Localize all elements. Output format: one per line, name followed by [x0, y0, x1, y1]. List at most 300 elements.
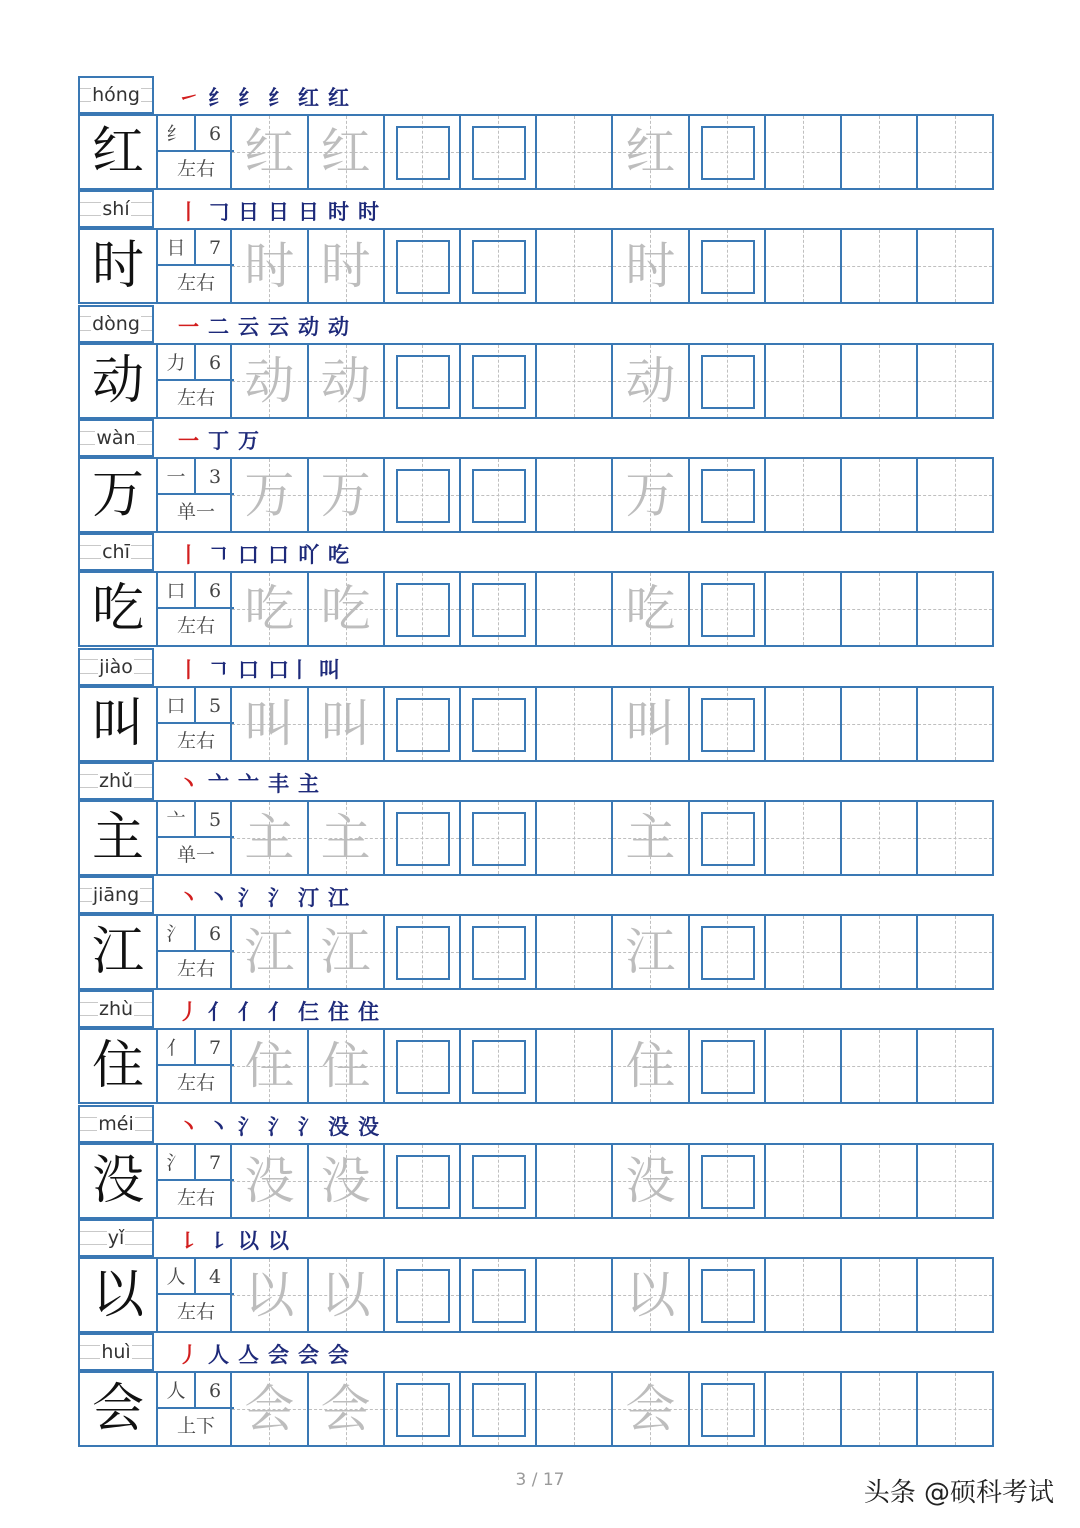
- stroke-order: [178, 190, 388, 228]
- trace-cell[interactable]: [611, 916, 687, 988]
- box-practice-cell[interactable]: [459, 916, 535, 988]
- trace-cell[interactable]: [230, 345, 306, 417]
- stroke-step: 日: [298, 199, 319, 225]
- stroke-order: [178, 419, 268, 457]
- box-practice-cell[interactable]: [688, 1373, 764, 1445]
- empty-practice-cell[interactable]: [840, 1259, 916, 1331]
- main-character-cell: [80, 459, 156, 531]
- stroke-step: 吃: [328, 542, 349, 568]
- stroke-step: 动: [298, 313, 319, 339]
- stroke-step: 会: [298, 1342, 319, 1368]
- stroke-step: 云: [268, 313, 289, 339]
- inner-square: [701, 583, 755, 637]
- trace-character: 叫: [625, 694, 676, 753]
- writing-grid: [78, 457, 994, 533]
- trace-cell[interactable]: [611, 802, 687, 874]
- pinyin-box: [78, 305, 154, 343]
- box-practice-cell[interactable]: [383, 1373, 459, 1445]
- trace-cell[interactable]: [307, 116, 383, 188]
- inner-square: [396, 583, 450, 637]
- stroke-count: 7: [196, 230, 234, 266]
- inner-square: [396, 1155, 450, 1209]
- empty-practice-cell[interactable]: [764, 1030, 840, 1102]
- trace-cell[interactable]: [611, 688, 687, 760]
- box-practice-cell[interactable]: [688, 230, 764, 302]
- trace-character: 红: [625, 123, 676, 181]
- trace-cell[interactable]: [611, 459, 687, 531]
- inner-square: [396, 812, 450, 866]
- stroke-step: 二: [208, 313, 229, 339]
- stroke-step: 纟: [208, 85, 229, 110]
- trace-cell[interactable]: [307, 1030, 383, 1102]
- stroke-step: 亠: [238, 770, 259, 796]
- inner-square: [701, 355, 755, 409]
- stroke-step: 日: [238, 199, 259, 225]
- empty-practice-cell[interactable]: [840, 459, 916, 531]
- empty-practice-cell[interactable]: [840, 688, 916, 760]
- trace-cell[interactable]: [307, 1373, 383, 1445]
- pinyin-row: [78, 762, 994, 800]
- stroke-step: 日: [268, 199, 289, 225]
- stroke-step: 一: [178, 313, 199, 339]
- stroke-count: 7: [196, 1030, 234, 1066]
- stroke-order: [178, 305, 358, 343]
- trace-cell[interactable]: [611, 1030, 687, 1102]
- pinyin-box: [78, 762, 154, 800]
- character-row: [78, 1333, 994, 1447]
- empty-practice-cell[interactable]: [764, 230, 840, 302]
- empty-practice-cell[interactable]: [535, 116, 611, 188]
- structure: 左右: [176, 158, 215, 180]
- stroke-order: [178, 1105, 388, 1143]
- character-info: [156, 573, 232, 645]
- trace-character: 动: [625, 351, 676, 410]
- pinyin-row: [78, 648, 994, 686]
- main-character: 时: [91, 236, 144, 297]
- main-character: 江: [91, 922, 144, 983]
- main-character-cell: [80, 1373, 156, 1445]
- box-practice-cell[interactable]: [383, 1259, 459, 1331]
- inner-square: [396, 355, 450, 409]
- empty-practice-cell[interactable]: [535, 1373, 611, 1445]
- box-practice-cell[interactable]: [383, 802, 459, 874]
- character-info: [156, 345, 232, 417]
- trace-cell[interactable]: [230, 1373, 306, 1445]
- trace-cell[interactable]: [307, 688, 383, 760]
- stroke-count: 6: [196, 1373, 234, 1409]
- empty-practice-cell[interactable]: [764, 1373, 840, 1445]
- radical: 口: [158, 688, 196, 724]
- writing-grid: [78, 1028, 994, 1104]
- structure: 左右: [176, 1072, 215, 1095]
- stroke-step: 主: [298, 770, 319, 796]
- box-practice-cell[interactable]: [459, 1259, 535, 1331]
- box-practice-cell[interactable]: [688, 459, 764, 531]
- structure: 上下: [176, 1415, 215, 1438]
- pinyin-label: chī: [102, 541, 130, 564]
- box-practice-cell[interactable]: [383, 916, 459, 988]
- trace-cell[interactable]: [230, 230, 306, 302]
- trace-character: 江: [625, 923, 676, 982]
- inner-square: [472, 1155, 526, 1209]
- empty-practice-cell[interactable]: [535, 916, 611, 988]
- box-practice-cell[interactable]: [459, 230, 535, 302]
- empty-practice-cell[interactable]: [764, 459, 840, 531]
- stroke-order: [178, 1219, 298, 1257]
- inner-square: [472, 583, 526, 637]
- structure: 左右: [176, 958, 215, 981]
- stroke-step: 丶: [178, 1113, 199, 1139]
- inner-square: [396, 1269, 450, 1323]
- stroke-step: 丶: [178, 885, 199, 911]
- main-character-cell: [80, 573, 156, 645]
- stroke-step: 仨: [298, 999, 319, 1025]
- stroke-step: 氵: [268, 885, 289, 911]
- empty-practice-cell[interactable]: [916, 688, 992, 760]
- stroke-step: 红: [328, 85, 349, 110]
- stroke-step: 口: [268, 542, 289, 568]
- stroke-step: 丶: [208, 885, 229, 911]
- empty-practice-cell[interactable]: [764, 116, 840, 188]
- character-row: [78, 1105, 994, 1219]
- inner-square: [701, 1269, 755, 1323]
- box-practice-cell[interactable]: [383, 345, 459, 417]
- trace-character: 吃: [625, 580, 676, 639]
- radical: 力: [158, 345, 196, 381]
- trace-cell[interactable]: [230, 1145, 306, 1217]
- trace-character: 动: [320, 351, 371, 410]
- trace-character: 会: [625, 1380, 676, 1439]
- trace-cell[interactable]: [307, 573, 383, 645]
- character-row: [78, 76, 994, 190]
- stroke-order: [178, 762, 328, 800]
- pinyin-label: hóng: [92, 84, 140, 106]
- stroke-step: 亻: [268, 999, 289, 1025]
- empty-practice-cell[interactable]: [764, 345, 840, 417]
- trace-character: 万: [625, 465, 676, 524]
- trace-cell[interactable]: [230, 1030, 306, 1102]
- stroke-step: 时: [328, 199, 349, 225]
- stroke-count: 6: [196, 345, 234, 381]
- stroke-step: 吖: [298, 542, 319, 568]
- box-practice-cell[interactable]: [459, 345, 535, 417]
- trace-cell[interactable]: [611, 1145, 687, 1217]
- empty-practice-cell[interactable]: [764, 688, 840, 760]
- writing-grid: [78, 114, 994, 190]
- box-practice-cell[interactable]: [459, 1145, 535, 1217]
- pinyin-box: [78, 876, 154, 914]
- main-character-cell: [80, 802, 156, 874]
- empty-practice-cell[interactable]: [535, 230, 611, 302]
- stroke-step: 丨: [178, 542, 199, 568]
- trace-cell[interactable]: [611, 230, 687, 302]
- main-character: 叫: [91, 693, 144, 754]
- structure: 左右: [176, 386, 215, 409]
- pinyin-box: [78, 990, 154, 1028]
- stroke-step: 会: [268, 1342, 289, 1368]
- trace-character: 主: [244, 808, 295, 867]
- pinyin-label: dòng: [92, 312, 140, 335]
- trace-character: 吃: [320, 580, 371, 639]
- inner-square: [472, 1040, 526, 1094]
- box-practice-cell[interactable]: [459, 1030, 535, 1102]
- main-character-cell: [80, 1030, 156, 1102]
- stroke-count: 6: [196, 116, 234, 152]
- trace-cell[interactable]: [307, 1259, 383, 1331]
- empty-practice-cell[interactable]: [535, 573, 611, 645]
- trace-cell[interactable]: [307, 459, 383, 531]
- trace-cell[interactable]: [611, 116, 687, 188]
- trace-cell[interactable]: [230, 573, 306, 645]
- box-practice-cell[interactable]: [459, 688, 535, 760]
- empty-practice-cell[interactable]: [535, 345, 611, 417]
- inner-square: [472, 126, 526, 180]
- pinyin-label: yǐ: [107, 1227, 125, 1249]
- inner-square: [472, 926, 526, 980]
- main-character: 会: [91, 1379, 144, 1440]
- structure: 单一: [176, 500, 215, 523]
- character-row: [78, 990, 994, 1104]
- trace-cell[interactable]: [230, 802, 306, 874]
- trace-character: 以: [625, 1266, 676, 1324]
- character-info: [156, 1373, 232, 1445]
- stroke-step: 𠃍: [208, 542, 229, 568]
- character-row: [78, 305, 994, 419]
- trace-cell[interactable]: [307, 916, 383, 988]
- stroke-order: [178, 648, 349, 686]
- main-character-cell: [80, 688, 156, 760]
- box-practice-cell[interactable]: [688, 116, 764, 188]
- writing-grid: [78, 343, 994, 419]
- main-character: 万: [91, 464, 144, 525]
- box-practice-cell[interactable]: [688, 688, 764, 760]
- stroke-step: 叫: [319, 656, 340, 682]
- pinyin-row: [78, 76, 994, 114]
- empty-practice-cell[interactable]: [535, 1259, 611, 1331]
- structure: 左右: [176, 1301, 215, 1323]
- box-practice-cell[interactable]: [459, 1373, 535, 1445]
- stroke-order: [178, 876, 358, 914]
- pinyin-box: [78, 1105, 154, 1143]
- trace-cell[interactable]: [611, 1373, 687, 1445]
- empty-practice-cell[interactable]: [764, 1259, 840, 1331]
- inner-square: [472, 1269, 526, 1323]
- pinyin-row: [78, 1219, 994, 1257]
- inner-square: [701, 1155, 755, 1209]
- inner-square: [701, 698, 755, 752]
- box-practice-cell[interactable]: [459, 573, 535, 645]
- stroke-step: 没: [328, 1113, 349, 1139]
- empty-practice-cell[interactable]: [916, 802, 992, 874]
- empty-practice-cell[interactable]: [916, 1030, 992, 1102]
- stroke-step: 云: [238, 313, 259, 339]
- empty-practice-cell[interactable]: [764, 573, 840, 645]
- empty-practice-cell[interactable]: [916, 573, 992, 645]
- trace-cell[interactable]: [230, 1259, 306, 1331]
- empty-practice-cell[interactable]: [840, 345, 916, 417]
- box-practice-cell[interactable]: [688, 916, 764, 988]
- character-row: [78, 533, 994, 647]
- trace-character: 主: [320, 808, 371, 867]
- stroke-step: 氵: [298, 1113, 319, 1139]
- character-info: [156, 916, 232, 988]
- empty-practice-cell[interactable]: [840, 573, 916, 645]
- empty-practice-cell[interactable]: [916, 916, 992, 988]
- empty-practice-cell[interactable]: [916, 1373, 992, 1445]
- inner-square: [701, 926, 755, 980]
- empty-practice-cell[interactable]: [916, 1145, 992, 1217]
- radical: 人: [158, 1259, 196, 1295]
- radical: 氵: [158, 1145, 196, 1181]
- stroke-step: 丨: [178, 199, 199, 225]
- trace-cell[interactable]: [611, 573, 687, 645]
- empty-practice-cell[interactable]: [535, 1145, 611, 1217]
- stroke-count: 4: [196, 1259, 234, 1295]
- box-practice-cell[interactable]: [383, 573, 459, 645]
- empty-practice-cell[interactable]: [840, 916, 916, 988]
- writing-grid: [78, 1257, 994, 1333]
- box-practice-cell[interactable]: [459, 459, 535, 531]
- stroke-step: 氵: [238, 1113, 259, 1139]
- trace-cell[interactable]: [307, 802, 383, 874]
- trace-cell[interactable]: [230, 116, 306, 188]
- trace-cell[interactable]: [611, 1259, 687, 1331]
- box-practice-cell[interactable]: [383, 1030, 459, 1102]
- stroke-step: 以: [238, 1228, 259, 1253]
- trace-character: 时: [625, 237, 676, 296]
- radical: 一: [158, 459, 196, 495]
- writing-grid: [78, 800, 994, 876]
- empty-practice-cell[interactable]: [764, 802, 840, 874]
- trace-cell[interactable]: [307, 1145, 383, 1217]
- empty-practice-cell[interactable]: [840, 116, 916, 188]
- stroke-step: 𠃌: [208, 199, 229, 225]
- stroke-step: 住: [358, 999, 379, 1025]
- box-practice-cell[interactable]: [688, 1259, 764, 1331]
- box-practice-cell[interactable]: [688, 802, 764, 874]
- empty-practice-cell[interactable]: [840, 1030, 916, 1102]
- box-practice-cell[interactable]: [688, 1030, 764, 1102]
- stroke-order: [178, 990, 388, 1028]
- main-character-cell: [80, 230, 156, 302]
- empty-practice-cell[interactable]: [916, 345, 992, 417]
- inner-square: [396, 698, 450, 752]
- structure: 左右: [176, 729, 215, 752]
- empty-practice-cell[interactable]: [764, 1145, 840, 1217]
- box-practice-cell[interactable]: [383, 116, 459, 188]
- stroke-step: 人: [208, 1342, 229, 1368]
- empty-practice-cell[interactable]: [764, 916, 840, 988]
- trace-character: 叫: [320, 694, 371, 753]
- stroke-step: 口: [238, 656, 259, 682]
- trace-cell[interactable]: [307, 345, 383, 417]
- box-practice-cell[interactable]: [383, 230, 459, 302]
- writing-grid: [78, 571, 994, 647]
- box-practice-cell[interactable]: [688, 573, 764, 645]
- main-character: 红: [91, 122, 144, 182]
- trace-cell[interactable]: [307, 230, 383, 302]
- main-character-cell: [80, 116, 156, 188]
- trace-character: 住: [244, 1037, 295, 1096]
- trace-character: 红: [244, 123, 295, 181]
- stroke-step: 江: [328, 885, 349, 911]
- radical: 纟: [158, 116, 196, 152]
- trace-cell[interactable]: [230, 688, 306, 760]
- empty-practice-cell[interactable]: [916, 116, 992, 188]
- character-row: [78, 1219, 994, 1333]
- stroke-step: 丁: [208, 427, 229, 453]
- stroke-count: 3: [196, 459, 234, 495]
- trace-character: 没: [244, 1151, 295, 1210]
- empty-practice-cell[interactable]: [840, 1145, 916, 1217]
- empty-practice-cell[interactable]: [535, 802, 611, 874]
- inner-square: [472, 1383, 526, 1437]
- box-practice-cell[interactable]: [688, 345, 764, 417]
- stroke-order: [178, 1333, 358, 1371]
- main-character-cell: [80, 1259, 156, 1331]
- box-practice-cell[interactable]: [383, 1145, 459, 1217]
- stroke-step: 一: [178, 427, 199, 453]
- box-practice-cell[interactable]: [459, 802, 535, 874]
- box-practice-cell[interactable]: [459, 116, 535, 188]
- character-info: [156, 459, 232, 531]
- stroke-step: 红: [298, 85, 319, 110]
- pinyin-row: [78, 190, 994, 228]
- empty-practice-cell[interactable]: [840, 1373, 916, 1445]
- stroke-step: 汀: [298, 885, 319, 911]
- stroke-step: 氵: [238, 885, 259, 911]
- stroke-step: 𠃍: [208, 656, 229, 682]
- empty-practice-cell[interactable]: [840, 802, 916, 874]
- stroke-step: ㇙: [178, 1228, 199, 1253]
- character-info: [156, 802, 232, 874]
- pinyin-label: wàn: [96, 426, 136, 449]
- inner-square: [396, 926, 450, 980]
- pinyin-box: [78, 648, 154, 686]
- empty-practice-cell[interactable]: [535, 459, 611, 531]
- stroke-step: 丰: [268, 770, 289, 796]
- trace-cell[interactable]: [611, 345, 687, 417]
- empty-practice-cell[interactable]: [535, 688, 611, 760]
- trace-character: 没: [320, 1151, 371, 1210]
- stroke-step: 没: [358, 1113, 379, 1139]
- empty-practice-cell[interactable]: [916, 1259, 992, 1331]
- empty-practice-cell[interactable]: [916, 459, 992, 531]
- trace-character: 动: [244, 351, 295, 410]
- character-row: [78, 419, 994, 533]
- structure: 左右: [176, 272, 215, 295]
- trace-cell[interactable]: [230, 916, 306, 988]
- character-row: [78, 190, 994, 304]
- inner-square: [396, 240, 450, 294]
- box-practice-cell[interactable]: [383, 459, 459, 531]
- trace-cell[interactable]: [230, 459, 306, 531]
- writing-grid: [78, 1143, 994, 1219]
- pinyin-row: [78, 419, 994, 457]
- box-practice-cell[interactable]: [383, 688, 459, 760]
- empty-practice-cell[interactable]: [916, 230, 992, 302]
- stroke-step: 亠: [208, 770, 229, 796]
- stroke-step: 丿: [178, 999, 199, 1025]
- box-practice-cell[interactable]: [688, 1145, 764, 1217]
- structure: 左右: [176, 615, 215, 638]
- inner-square: [396, 1040, 450, 1094]
- empty-practice-cell[interactable]: [535, 1030, 611, 1102]
- writing-grid: [78, 914, 994, 990]
- inner-square: [472, 812, 526, 866]
- stroke-step: 纟: [268, 85, 289, 110]
- empty-practice-cell[interactable]: [840, 230, 916, 302]
